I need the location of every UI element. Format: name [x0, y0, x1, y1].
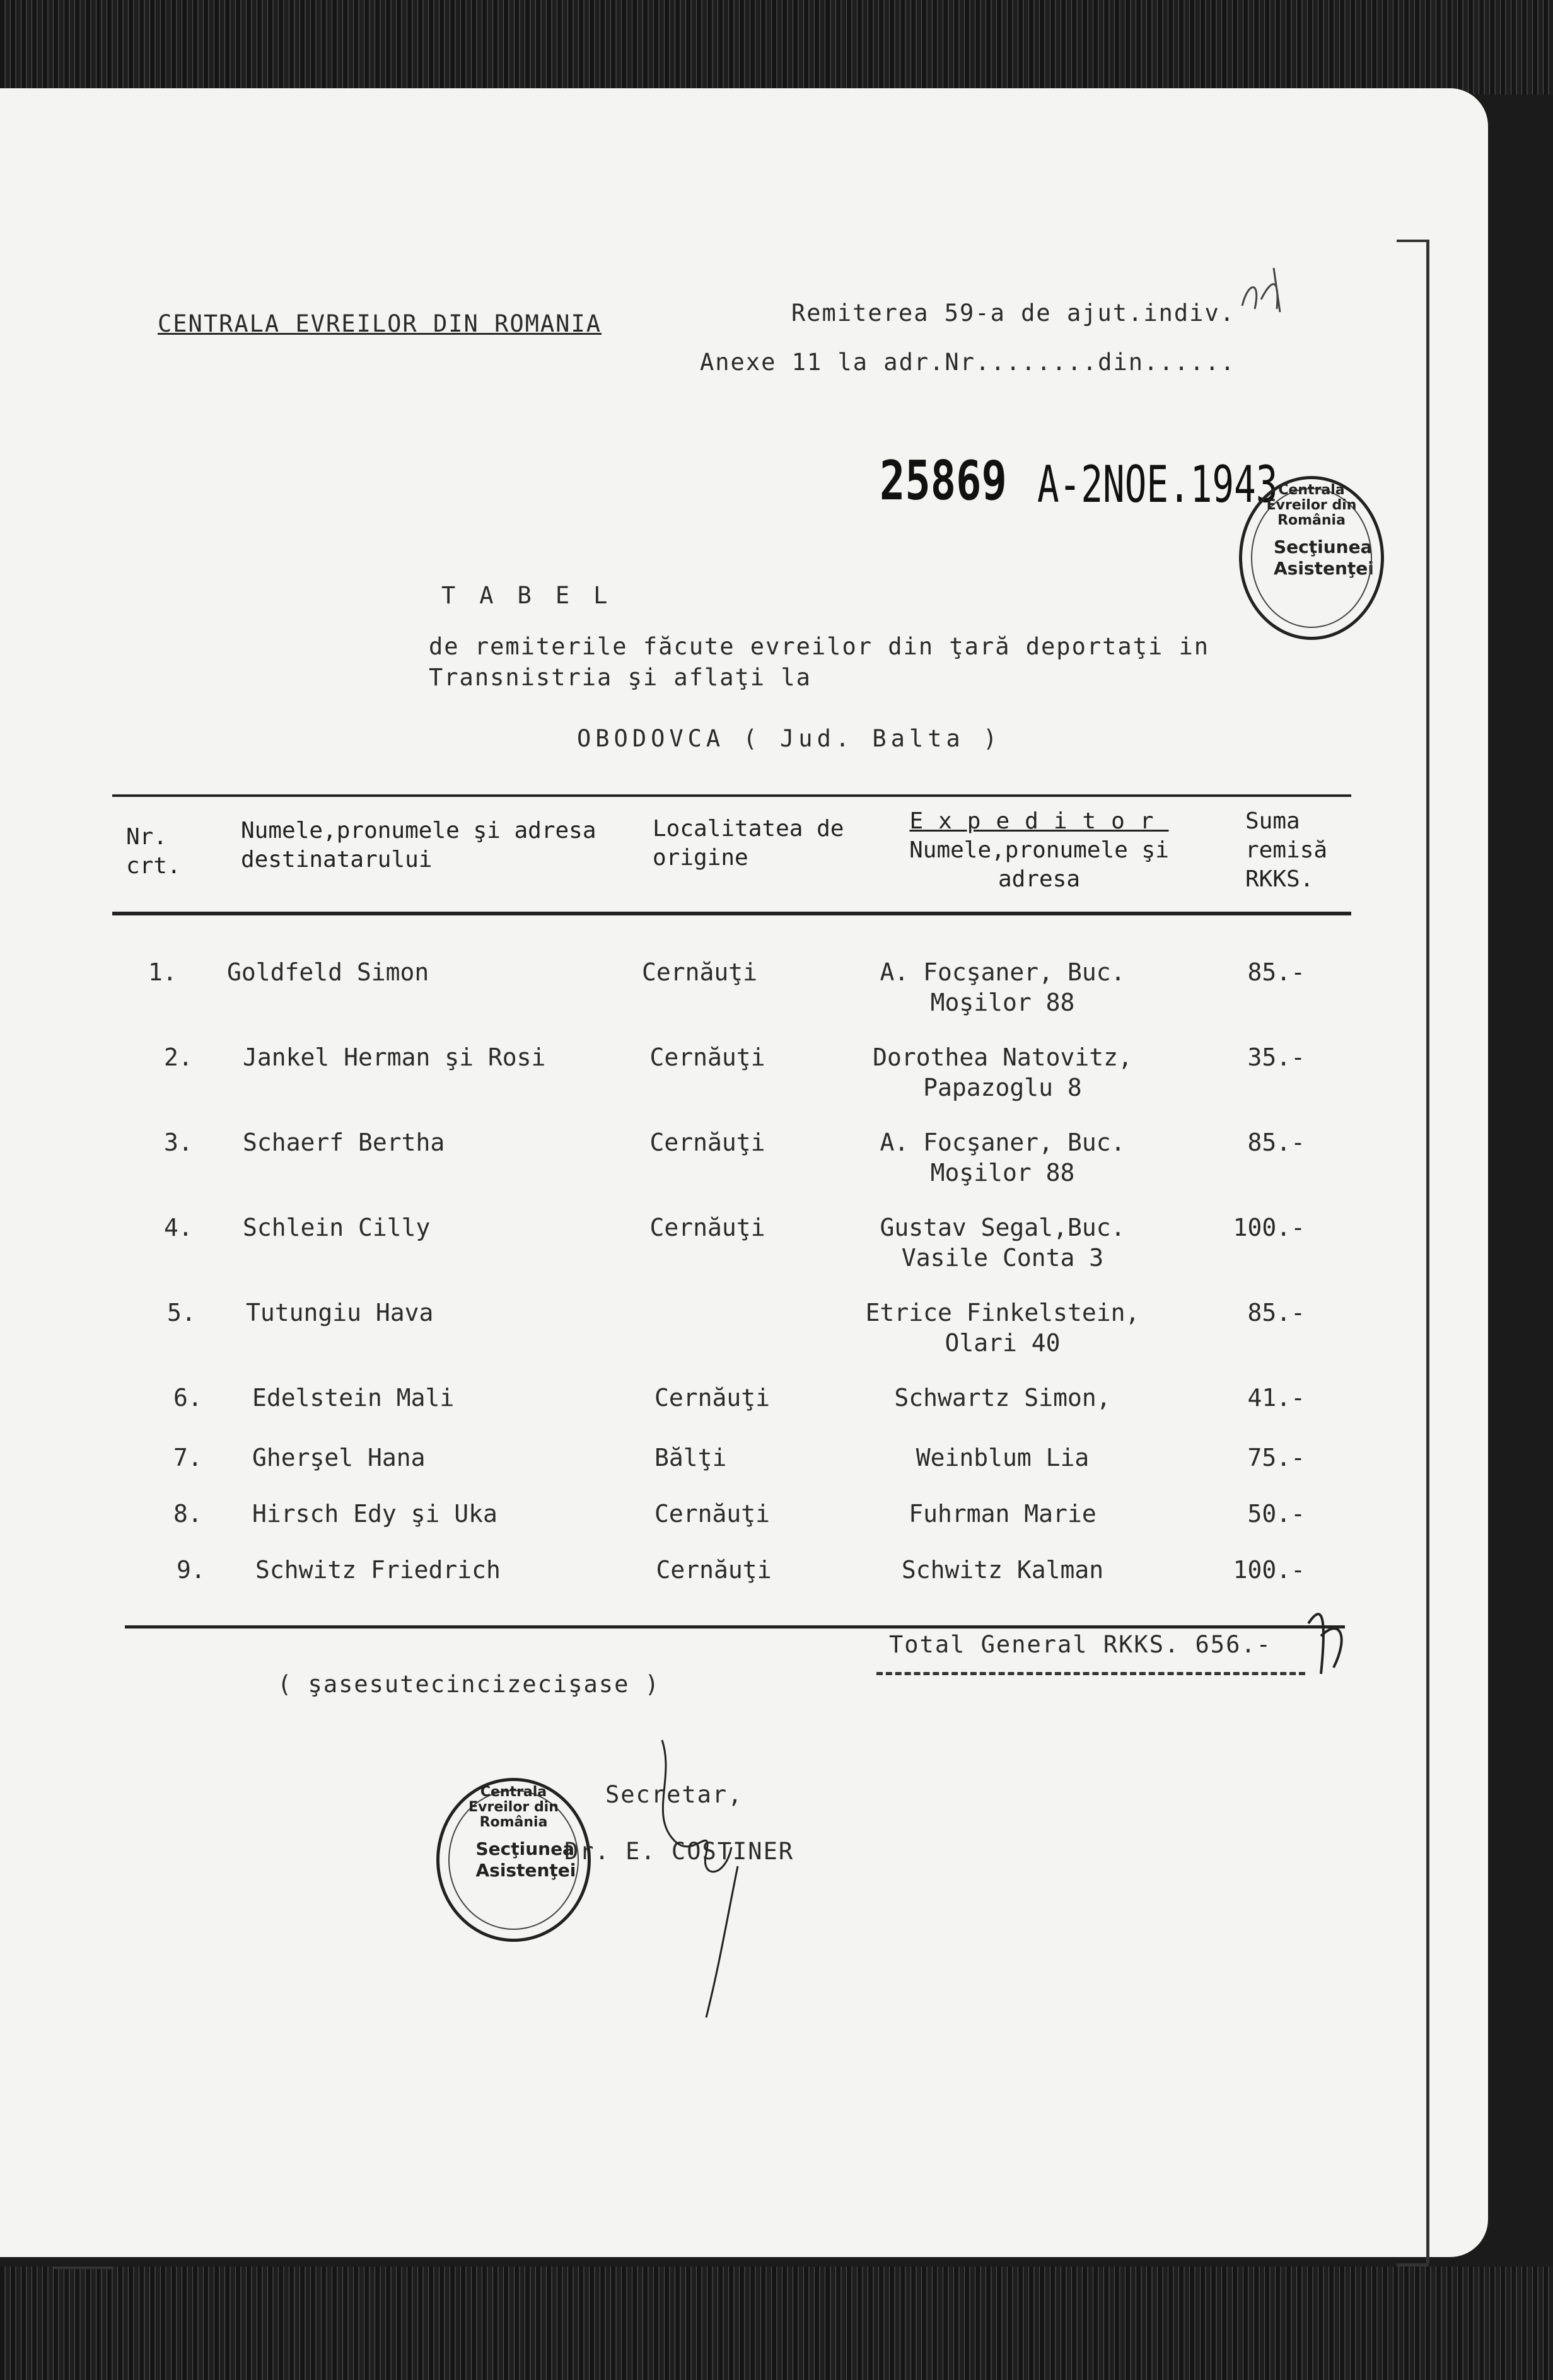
table-row	[0, 1297, 1488, 1367]
margin-mark	[54, 2267, 113, 2269]
row-number: 9.	[177, 1556, 206, 1584]
page-frame-tick	[1397, 240, 1428, 242]
sender-address: Vasile Conta 3	[901, 1244, 1104, 1272]
organization-stamp-top	[1239, 476, 1384, 640]
table-row	[0, 1212, 1488, 1282]
secretary-label: Secretar,	[605, 1781, 743, 1808]
table-row	[0, 1042, 1488, 1112]
sender-name: Schwartz Simon,	[894, 1384, 1111, 1412]
header-recipient: Numele,pronumele şi adresa destinatarului	[241, 818, 596, 873]
sender-address: Moşilor 88	[930, 1159, 1075, 1187]
sender-details	[845, 1297, 1160, 1358]
row-number: 7.	[173, 1444, 202, 1472]
header-sender	[875, 807, 1203, 894]
scan-border-top	[0, 0, 1553, 95]
sender-address: Olari 40	[945, 1329, 1061, 1357]
remittance-label: Remiterea 59-a de ajut.indiv.	[791, 299, 1236, 327]
sender-details	[845, 1042, 1160, 1103]
recipient-name: Schaerf Bertha	[243, 1129, 445, 1156]
remitted-sum: 50.-	[1247, 1500, 1305, 1528]
annex-label: Anexe 11 la adr.Nr........din......	[700, 349, 1236, 376]
recipient-name: Schlein Cilly	[243, 1214, 431, 1241]
sender-name: Schwitz Kalman	[901, 1556, 1104, 1584]
registration-date: A-2NOE.1943	[1037, 455, 1278, 514]
origin-locality: Cernăuţi	[654, 1384, 771, 1412]
sender-details	[845, 1383, 1160, 1413]
recipient-name: Hirsch Edy şi Uka	[252, 1500, 497, 1528]
organization-name: CENTRALA EVREILOR DIN ROMANIA	[158, 310, 602, 337]
header-nr: Nr. crt.	[126, 824, 181, 879]
row-number: 3.	[164, 1129, 193, 1156]
header-locality: Localitatea de origine	[653, 816, 844, 871]
origin-locality: Bălţi	[654, 1444, 727, 1472]
sender-name: Fuhrman Marie	[909, 1500, 1096, 1528]
origin-locality: Cernăuţi	[649, 1214, 765, 1241]
origin-locality: Cernăuţi	[649, 1043, 765, 1071]
destination-place: OBODOVCA ( Jud. Balta )	[577, 725, 1002, 752]
sender-name: A. Focşaner, Buc.	[880, 1129, 1125, 1156]
origin-locality: Cernăuţi	[649, 1129, 765, 1156]
table-row	[0, 1555, 1488, 1624]
sender-details	[845, 957, 1160, 1018]
remitted-sum: 100.-	[1233, 1556, 1305, 1584]
total-underline	[876, 1672, 1305, 1675]
recipient-name: Schwitz Friedrich	[255, 1556, 501, 1584]
remitted-sum: 85.-	[1247, 1299, 1305, 1326]
row-number: 5.	[167, 1299, 196, 1326]
document-page	[0, 88, 1488, 2257]
remitted-sum: 75.-	[1247, 1444, 1305, 1472]
total-in-words: ( şasesutecincizecişase )	[277, 1671, 660, 1698]
origin-locality: Cernăuţi	[654, 1500, 771, 1528]
row-number: 4.	[164, 1214, 193, 1241]
table-row	[0, 957, 1488, 1026]
page-frame-corner	[1397, 2263, 1428, 2267]
sender-name: Etrice Finkelstein,	[865, 1299, 1140, 1326]
handwritten-check-mark	[1302, 1598, 1352, 1680]
recipient-name: Tutungiu Hava	[246, 1299, 434, 1326]
stamp-center-text: Secţiunea Asistenţei	[475, 1838, 576, 1881]
header-sum: Suma remisă RKKS.	[1245, 808, 1328, 892]
sender-name: Dorothea Natovitz,	[873, 1043, 1132, 1071]
sender-details	[845, 1443, 1160, 1473]
sender-details	[845, 1555, 1160, 1585]
table-bottom-rule	[125, 1625, 1345, 1628]
row-number: 6.	[173, 1384, 202, 1412]
sender-address: Papazoglu 8	[923, 1074, 1082, 1101]
recipient-name: Jankel Herman şi Rosi	[243, 1043, 546, 1071]
document-title: TABEL	[441, 582, 632, 609]
remitted-sum: 85.-	[1247, 958, 1305, 986]
row-number: 1.	[148, 958, 177, 986]
scan-border-bottom	[0, 2267, 1553, 2380]
description-line-1: de remiterile făcute evreilor din ţară deportaţi in	[429, 633, 1210, 660]
secretary-name: Dr. E. COSTINER	[564, 1838, 794, 1865]
remitted-sum: 85.-	[1247, 1129, 1305, 1156]
sender-details	[845, 1212, 1160, 1273]
recipient-name: Edelstein Mali	[252, 1384, 455, 1412]
handwritten-page-number	[1236, 255, 1293, 325]
sender-name: Gustav Segal,Buc.	[880, 1214, 1125, 1241]
stamp-center-text: Secţiunea Asistenţei	[1274, 537, 1374, 579]
row-number: 8.	[173, 1500, 202, 1528]
row-number: 2.	[164, 1043, 193, 1071]
remitted-sum: 100.-	[1233, 1214, 1305, 1241]
table-row	[0, 1127, 1488, 1197]
sender-name: Weinblum Lia	[916, 1444, 1090, 1472]
total-general: Total General RKKS. 656.-	[889, 1631, 1272, 1658]
stamp-ring-text: Centrala Evreilor din România	[468, 1784, 559, 1830]
origin-locality: Cernăuţi	[642, 958, 758, 986]
sender-address: Moşilor 88	[930, 989, 1075, 1016]
table-row	[0, 1383, 1488, 1452]
origin-locality: Cernăuţi	[656, 1556, 772, 1584]
sender-name: A. Focşaner, Buc.	[880, 958, 1125, 986]
stamp-ring-text: Centrala Evreilor din România	[1266, 482, 1357, 528]
sender-details	[845, 1499, 1160, 1529]
sender-details	[845, 1127, 1160, 1188]
table-top-rule	[112, 794, 1351, 797]
table-header-rule	[112, 912, 1351, 915]
header-sender-title: Expeditor	[909, 808, 1169, 834]
recipient-name: Gherşel Hana	[252, 1444, 426, 1472]
description-line-2: Transnistria şi aflaţi la	[429, 664, 811, 691]
handwritten-signature	[637, 1727, 763, 2024]
remitted-sum: 41.-	[1247, 1384, 1305, 1412]
registration-number: 25869	[880, 450, 1007, 513]
remitted-sum: 35.-	[1247, 1043, 1305, 1071]
recipient-name: Goldfeld Simon	[227, 958, 429, 986]
header-sender-sub: Numele,pronumele şi adresa	[909, 837, 1169, 892]
